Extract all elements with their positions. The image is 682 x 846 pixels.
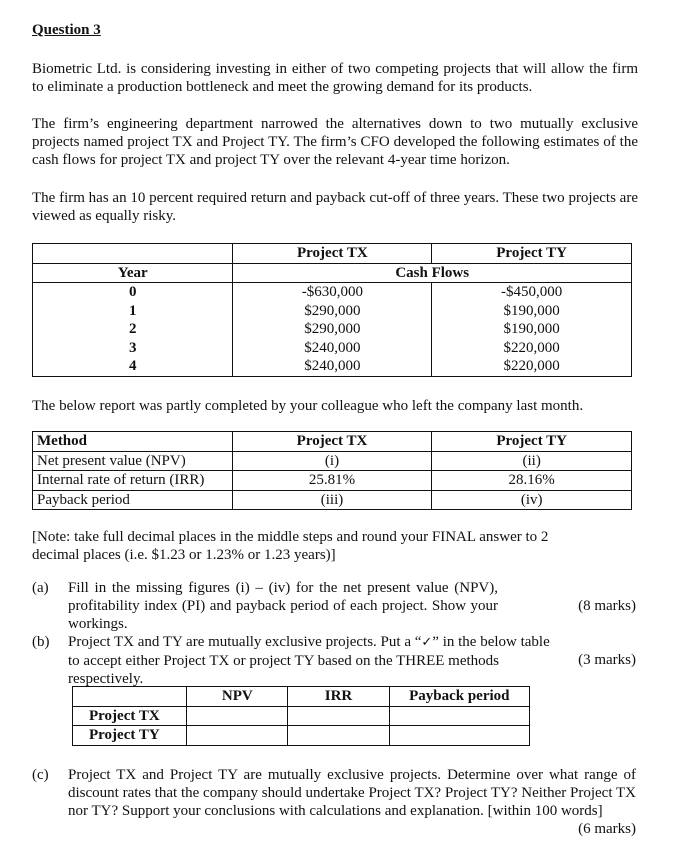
decision-header-row: [73, 687, 530, 707]
intro-paragraph: Biometric Ltd. is considering investing in either of two competing projects that will allow the firm to eliminate a production bottleneck and meet the growing demand for its products.: [32, 61, 638, 95]
engineering-paragraph: The firm’s engineering department narrowed the alternatives down to two mutually exclusive projects named project TX and Project TY. The firm’s CFO developed the following estimates of the cash flows for project TX and project TY over the relevant 4-year time horizon.: [32, 116, 638, 168]
note-line-1: [Note: take full decimal places in the middle steps and round your FINAL answer to 2: [32, 529, 549, 545]
row-project-tx: Project TX: [73, 706, 187, 726]
question-c-marks: (6 marks): [578, 821, 636, 837]
question-b: [32, 633, 636, 687]
col-project-ty: Project TY: [432, 432, 632, 452]
question-c-text: Project TX and Project TY are mutually exclusive projects. Determine over what range of discount rates that the company should undertake Project TX? Project TY? Neither Project TX nor TY? Support your conclusions with calculations and explanation. [within 100 words]: [68, 767, 636, 819]
cell-tx-irr[interactable]: [288, 706, 389, 726]
question-a-label: (a): [32, 580, 49, 596]
table-row: 4 $240,000 $220,000: [33, 357, 632, 376]
col-npv: NPV: [187, 687, 288, 707]
cell-ty-irr[interactable]: [288, 726, 389, 746]
cash-flows-label: Cash Flows: [233, 263, 632, 283]
checkmark-icon: ✓: [421, 635, 433, 650]
col-payback: Payback period: [389, 687, 529, 707]
report-table: [32, 431, 632, 510]
table-row: [73, 726, 530, 746]
cash-flow-table: [32, 243, 632, 377]
col-method: Method: [33, 432, 233, 452]
question-title: Question 3: [32, 22, 101, 38]
report-intro-paragraph: The below report was partly completed by your colleague who left the company last month.: [32, 398, 584, 414]
question-b-label: (b): [32, 634, 50, 650]
cell-ty-npv[interactable]: [187, 726, 288, 746]
question-c: [32, 766, 636, 842]
cash-flow-header-row: [33, 244, 632, 264]
table-row: Internal rate of return (IRR) 25.81% 28.16%: [33, 471, 632, 491]
cell-tx-payback[interactable]: [389, 706, 529, 726]
row-project-ty: Project TY: [73, 726, 187, 746]
table-row: 0 -$630,000 -$450,000: [33, 283, 632, 302]
question-a-text: Fill in the missing figures (i) – (iv) for the net present value (NPV), profitability index (PI) and payback period of each project. Show your workings.: [68, 580, 498, 632]
question-b-marks: (3 marks): [578, 652, 636, 668]
note-line-2: decimal places (i.e. $1.23 or 1.23% or 1.23 years)]: [32, 547, 336, 563]
cash-flow-label-row: [33, 263, 632, 283]
col-project-tx: Project TX: [233, 244, 432, 264]
required-return-paragraph: The firm has an 10 percent required return and payback cut-off of three years. These two projects are viewed as equally risky.: [32, 190, 638, 224]
decision-table: [72, 686, 530, 746]
question-b-text: Project TX and TY are mutually exclusive projects. Put a “✓” in the below table to accept either Project TX or project TY based on the THREE methods respectively.: [68, 634, 550, 687]
year-label: Year: [33, 263, 233, 283]
question-a-marks: (8 marks): [578, 598, 636, 614]
cell-ty-payback[interactable]: [389, 726, 529, 746]
question-c-label: (c): [32, 767, 49, 783]
cell-tx-npv[interactable]: [187, 706, 288, 726]
table-row: Net present value (NPV) (i) (ii): [33, 451, 632, 471]
table-row: Payback period (iii) (iv): [33, 490, 632, 510]
table-row: 3 $240,000 $220,000: [33, 339, 632, 358]
col-project-ty: Project TY: [432, 244, 632, 264]
question-a: [32, 579, 636, 632]
table-row: 1 $290,000 $190,000: [33, 302, 632, 321]
table-row: [73, 706, 530, 726]
table-row: 2 $290,000 $190,000: [33, 320, 632, 339]
col-project-tx: Project TX: [232, 432, 432, 452]
col-irr: IRR: [288, 687, 389, 707]
report-header-row: [33, 432, 632, 452]
